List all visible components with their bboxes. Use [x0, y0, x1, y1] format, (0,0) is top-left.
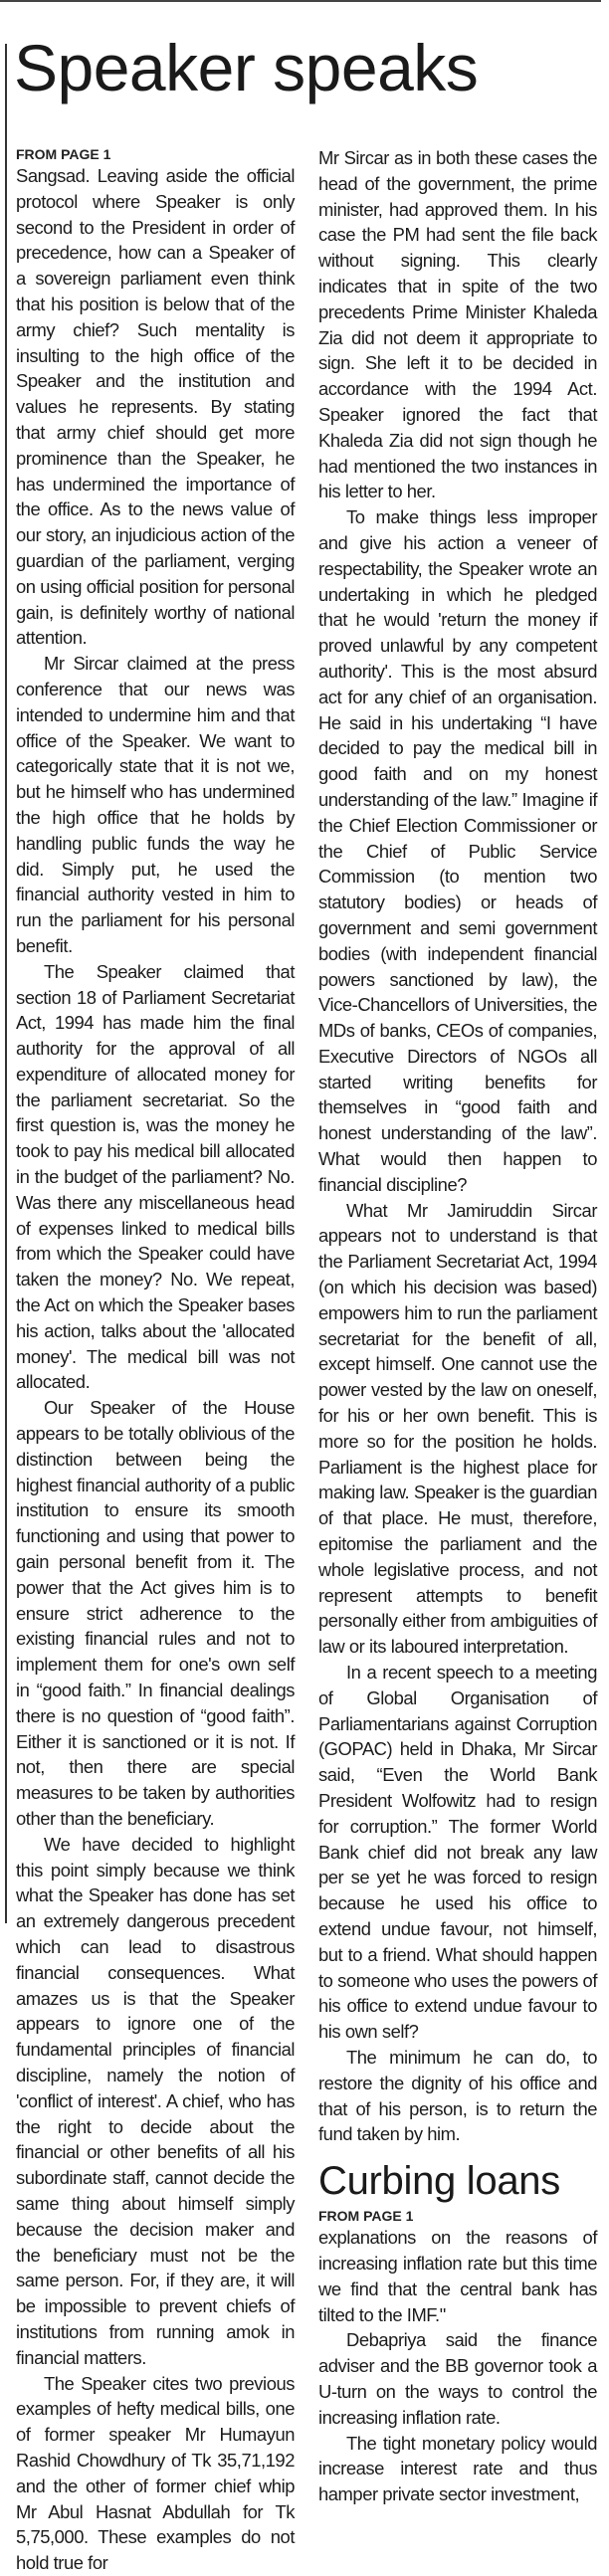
paragraph: Debapriya said the finance adviser and the BB governor took a U-turn on the ways to control the increasing inflation rate.: [318, 2329, 597, 2428]
top-rule: [0, 0, 601, 2]
paragraph: We have decided to highlight this point simply because we think what the Speaker has done has set an extremely dangerous precedent which can lead to disastrous financial consequences. What amazes us is that the Speaker appears to ignore one of the fundamental principles of financial discipline, namely the notion of 'conflict of interest'. A chief, who has the right to decide about the financial or other benefits of all his subordinate staff, cannot decide the same thing about himself simply because the decision maker and the beneficiary must not be the same person. For, if they are, it will be impossible to prevent chiefs of institutions from running amok in financial matters.: [16, 1833, 295, 2368]
from-page-label: FROM PAGE 1: [318, 2208, 414, 2225]
paragraph: Mr Sircar as in both these cases the head of the government, the prime minister, had approved them. In his case the PM had sent the file back without signing. This clearly indicates that in spite of the two precedents Prime Minister Khaleda Zia did not deem it appropriate to sign. She left it to be decided in accordance with the 1994 Act. Speaker ignored the fact that Khaleda Zia did not sign though he had mentioned the two instances in his letter to her.: [318, 147, 597, 502]
paragraph: What Mr Jamiruddin Sircar appears not to understand is that the Parliament Secretariat Act, 1994 (on which his decision was based) empowers him to run the parliament secretariat for the benefit of all, except himself. One cannot use the power vested by the law on oneself, for his or her own benefit. This is more so for the position he holds. Parliament is the highest place for making law. Speaker is the guardian of that place. He must, therefore, epitomise the parliament and the whole legislative process, and not represent attempts to benefit personally either from ambiguities of law or its laboured interpretation.: [318, 1199, 597, 1658]
paragraph: In a recent speech to a meeting of Global Organisation of Parliamentarians against Corruption (GOPAC) held in Dhaka, Mr Sircar said, “Even the World Bank President Wolfowitz had to resign for corruption.” The former World Bank chief did not break any law per se yet he was forced to resign because he used his office to extend undue favour, not himself, but to a friend. What should happen to someone who uses the powers of his office to extend undue favour to his own self?: [318, 1662, 597, 2043]
paragraph: To make things less improper and give his action a veneer of respectability, the Speaker wrote an undertaking in which he pledged that he would 'return the money if proved unlawful by any competent authority'. This is the most absurd act for any chief of an organisation. He said in his undertaking “I have decided to pay the medical bill in good faith and on my honest understanding of the law.” Imagine if the Chief Election Commissioner or the Chief of Public Service Commission (to mention two statutory bodies) or heads of government and semi government bodies (with independent financial powers sanctioned by law), the Vice-Chancellors of Universities, the MDs of banks, CEOs of companies, Executive Directors of NGOs all started writing benefits for themselves in “good faith and honest understanding of the law”. What would then happen to financial discipline?: [318, 506, 597, 1195]
headline-speaker-speaks: Speaker speaks: [14, 31, 479, 104]
paragraph: Our Speaker of the House appears to be totally oblivious of the distinction between being the highest financial authority of a public institution to ensure its smooth functioning and using that power to gain personal benefit from it. The power that the Act gives him is to ensure strict adherence to the existing financial rules and not to implement them for one's own self in “good faith.” In financial dealings there is no question of “good faith”. Either it is sanctioned or it is not. If not, then there are special measures to be taken by authorities other than the beneficiary.: [16, 1397, 295, 1829]
paragraph: The Speaker cites two previous examples of hefty medical bills, one of former speaker Mr Humayun Rashid Chowdhury of Tk 35,71,192 and the other of former chief whip Mr Abul Hasnat Abdullah for Tk 5,75,000. These examples do not hold true for: [16, 2372, 295, 2574]
paragraph: The Speaker claimed that section 18 of Parliament Secretariat Act, 1994 has made him the final authority for the approval of all expenditure of allocated money for the parliament secretariat. So the first question is, was the money he took to pay his medical bill allocated in the budget of the parliament? No. Was there any miscellaneous head of expenses linked to medical bills from which the Speaker could have taken the money? No. We repeat, the Act on which the Speaker bases his action, talks about the 'allocated money'. The medical bill was not allocated.: [16, 960, 295, 1393]
paragraph: explanations on the reasons of increasing inflation rate but this time we find that the central bank has tilted to the IMF.": [318, 2227, 597, 2325]
paragraph: The minimum he can do, to restore the dignity of his office and that of his person, is to return the fund taken by him.: [318, 2046, 597, 2145]
paragraph: Mr Sircar claimed at the press conference that our news was intended to undermine him and that office of the Speaker. We want to categorically state that it is not we, but he himself who has undermined the high office that he holds by handling public funds the way he did. Simply put, he used the financial authority vested in him to run the parliament for his personal benefit.: [16, 653, 295, 956]
from-page-label: FROM PAGE 1: [16, 146, 111, 162]
headline-curbing-loans: Curbing loans: [318, 2159, 560, 2204]
article-column-left: [16, 145, 295, 2576]
paragraph: Sangsad. Leaving aside the official protocol where Speaker is only second to the President in order of precedence, how can a Speaker of a sovereign parliament even think that his position is below that of the army chief? Such mentality is insulting to the high office of the Speaker and the institution and values he represents. By stating that army chief should get more prominence than the Speaker, he has undermined the importance of the office. As to the news value of our story, an injudicious action of the guardian of the parliament, verging on using official position for personal gain, is definitely worthy of national attention.: [16, 165, 295, 649]
paragraph: The tight monetary policy would increase interest rate and thus hamper private sector investment,: [318, 2432, 597, 2505]
column-rule: [5, 44, 7, 1923]
article-column-right: [318, 145, 597, 2507]
